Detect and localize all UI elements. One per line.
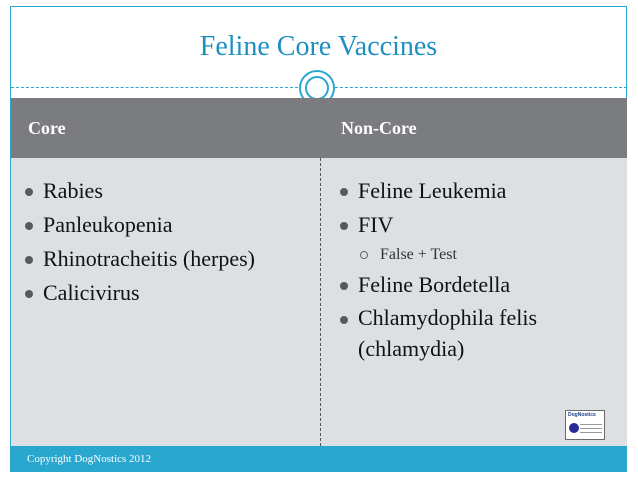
list-item: FIV [340,208,610,242]
paw-icon [569,423,579,433]
footer-copyright: Copyright DogNostics 2012 [27,453,152,465]
logo-line [580,424,602,425]
logo-line [580,432,602,433]
header-noncore: Non-Core [341,118,417,138]
list-item: Feline Bordetella [340,268,610,302]
list-item: Calicivirus [25,276,315,310]
dognostics-logo [565,410,605,440]
noncore-list [340,174,610,364]
slide-title: Feline Core Vaccines [199,31,438,62]
list-item: Panleukopenia [25,208,315,242]
list-item: Rhinotracheitis (herpes) [25,242,315,276]
logo-text: DogNostics [568,412,596,418]
logo-line [580,428,602,429]
footer-bar [11,446,627,472]
list-item: Rabies [25,174,315,208]
list-item: Feline Leukemia [340,174,610,208]
circle-ornament-inner-icon [305,76,329,100]
sub-list-item: False + Test [340,242,610,268]
core-list [25,174,315,310]
column-divider [320,158,321,446]
list-item: Chlamydophila felis (chlamydia) [340,302,610,364]
table-header [11,98,627,158]
header-core: Core [28,118,66,138]
